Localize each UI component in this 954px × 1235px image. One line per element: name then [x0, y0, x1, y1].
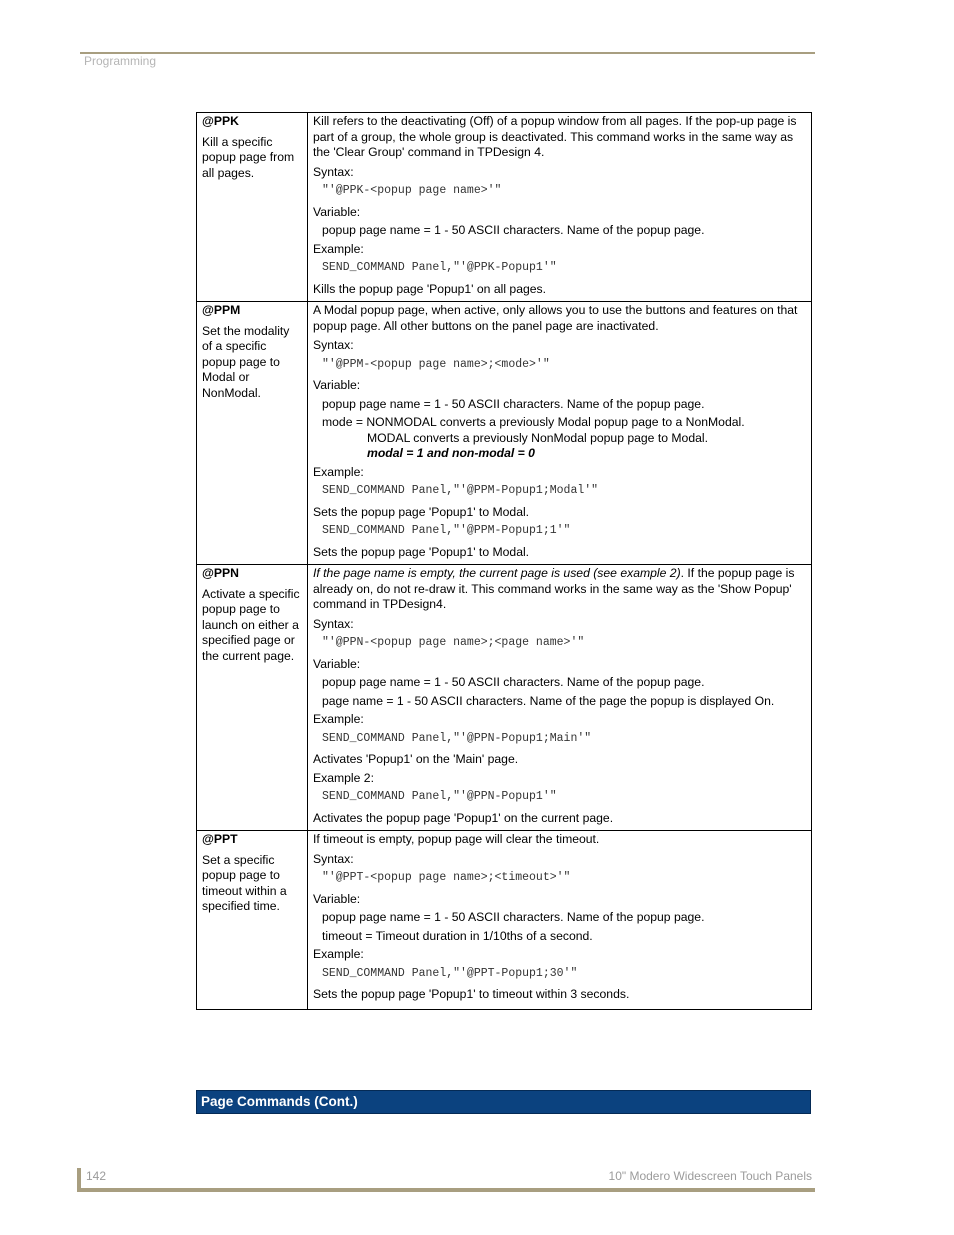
command-description: Kill a specific popup page from all pages.	[202, 134, 295, 180]
command-name: @PPM	[202, 303, 241, 317]
syntax-label: Syntax:	[313, 851, 354, 866]
footer-document-title: 10" Modero Widescreen Touch Panels	[608, 1169, 812, 1183]
example-code: SEND_COMMAND Panel,"'@PPN-Popup1;Main'"	[322, 731, 592, 745]
variable-label: Variable:	[313, 378, 361, 392]
header-rule	[80, 52, 815, 54]
table-row	[197, 302, 812, 565]
command-details	[308, 302, 812, 565]
syntax-label: Syntax:	[313, 616, 354, 631]
command-table	[196, 112, 812, 1010]
variable-item: page name = 1 - 50 ASCII characters. Name of the page the popup is displayed On.	[322, 693, 775, 708]
example-label: Example:	[313, 712, 364, 726]
example-code-2: SEND_COMMAND Panel,"'@PPN-Popup1'"	[322, 790, 557, 803]
command-intro	[313, 566, 806, 613]
example-result: Kills the popup page 'Popup1' on all pages.	[313, 281, 547, 296]
variable-label: Variable:	[313, 656, 361, 671]
table-row	[197, 565, 812, 831]
variable-item: popup page name = 1 - 50 ASCII characters. Name of the popup page.	[322, 223, 705, 237]
command-description: Set the modality of a specific popup page to Modal or NonModal.	[202, 323, 290, 400]
command-cell	[197, 565, 308, 831]
variable-item: popup page name = 1 - 50 ASCII characters. Name of the popup page.	[322, 910, 705, 924]
syntax-code: "'@PPM-<popup page name>;<mode>'"	[322, 357, 550, 371]
command-intro-rest: . If the popup page is already on, do not re-draw it. This command works in the same way as the 'Show Popup' command in TPDesign4.	[313, 566, 795, 611]
command-name: @PPT	[202, 832, 238, 846]
command-intro: A Modal popup page, when active, only allows you to use the buttons and features on that popup page. All other buttons on the panel page are inactivated.	[313, 303, 798, 333]
example-result: Sets the popup page 'Popup1' to Modal.	[313, 504, 530, 519]
mode-sub-line: MODAL converts a previously NonModal popup page to Modal.	[367, 430, 708, 445]
section-title-bar	[196, 1090, 811, 1114]
example-result: Sets the popup page 'Popup1' to timeout within 3 seconds.	[313, 987, 630, 1001]
example-result-2: Sets the popup page 'Popup1' to Modal.	[313, 544, 530, 559]
example-2-label: Example 2:	[313, 770, 374, 785]
command-details	[308, 113, 812, 302]
example-result-2: Activates the popup page 'Popup1' on the current page.	[313, 810, 614, 825]
example-code-2: SEND_COMMAND Panel,"'@PPM-Popup1;1'"	[322, 524, 571, 537]
example-code: SEND_COMMAND Panel,"'@PPT-Popup1;30'"	[322, 966, 578, 980]
command-intro-italic: If the page name is empty, the current page is used (see example 2)	[313, 566, 681, 580]
page-number: 142	[86, 1169, 107, 1183]
section-title: Page Commands (Cont.)	[201, 1094, 358, 1109]
variable-item: popup page name = 1 - 50 ASCII characters. Name of the popup page.	[322, 675, 705, 689]
command-description: Set a specific popup page to timeout within a specified time.	[202, 852, 287, 913]
command-cell	[197, 113, 308, 302]
command-name: @PPN	[202, 566, 239, 580]
header-section-title: Programming	[84, 54, 157, 68]
syntax-code: "'@PPT-<popup page name>;<timeout>'"	[322, 871, 571, 884]
syntax-label: Syntax:	[313, 338, 354, 352]
footer-rule	[77, 1188, 815, 1192]
example-code: SEND_COMMAND Panel,"'@PPM-Popup1;Modal'"	[322, 484, 599, 497]
example-label: Example:	[313, 241, 364, 256]
variable-label: Variable:	[313, 204, 361, 219]
example-label: Example:	[313, 947, 364, 961]
variable-item: popup page name = 1 - 50 ASCII characters. Name of the popup page.	[322, 396, 705, 411]
command-description: Activate a specific popup page to launch on either a specified page or the current page.	[202, 586, 300, 663]
command-intro: Kill refers to the deactivating (Off) of a popup window from all pages. If the pop-up page is part of a group, the whole group is deactivated. This command works in the same way as the 'Clear Group' command in TPDesign 4.	[313, 114, 797, 159]
example-label: Example:	[313, 464, 364, 479]
example-result: Activates 'Popup1' on the 'Main' page.	[313, 752, 519, 766]
variable-label: Variable:	[313, 891, 361, 906]
command-cell	[197, 302, 308, 565]
example-code: SEND_COMMAND Panel,"'@PPK-Popup1'"	[322, 261, 557, 274]
table-row	[197, 113, 812, 302]
command-cell	[197, 831, 308, 1010]
command-name: @PPK	[202, 114, 239, 128]
table-row	[197, 831, 812, 1010]
command-details	[308, 565, 812, 831]
syntax-code: "'@PPK-<popup page name>'"	[322, 184, 502, 197]
mode-line: mode = NONMODAL converts a previously Modal popup page to a NonModal.	[322, 415, 745, 429]
variable-item: timeout = Timeout duration in 1/10ths of a second.	[322, 928, 593, 943]
command-intro: If timeout is empty, popup page will clear the timeout.	[313, 832, 600, 846]
syntax-label: Syntax:	[313, 164, 354, 179]
mode-note: modal = 1 and non-modal = 0	[367, 446, 535, 460]
syntax-code: "'@PPN-<popup page name>;<page name>'"	[322, 636, 585, 649]
command-details	[308, 831, 812, 1010]
